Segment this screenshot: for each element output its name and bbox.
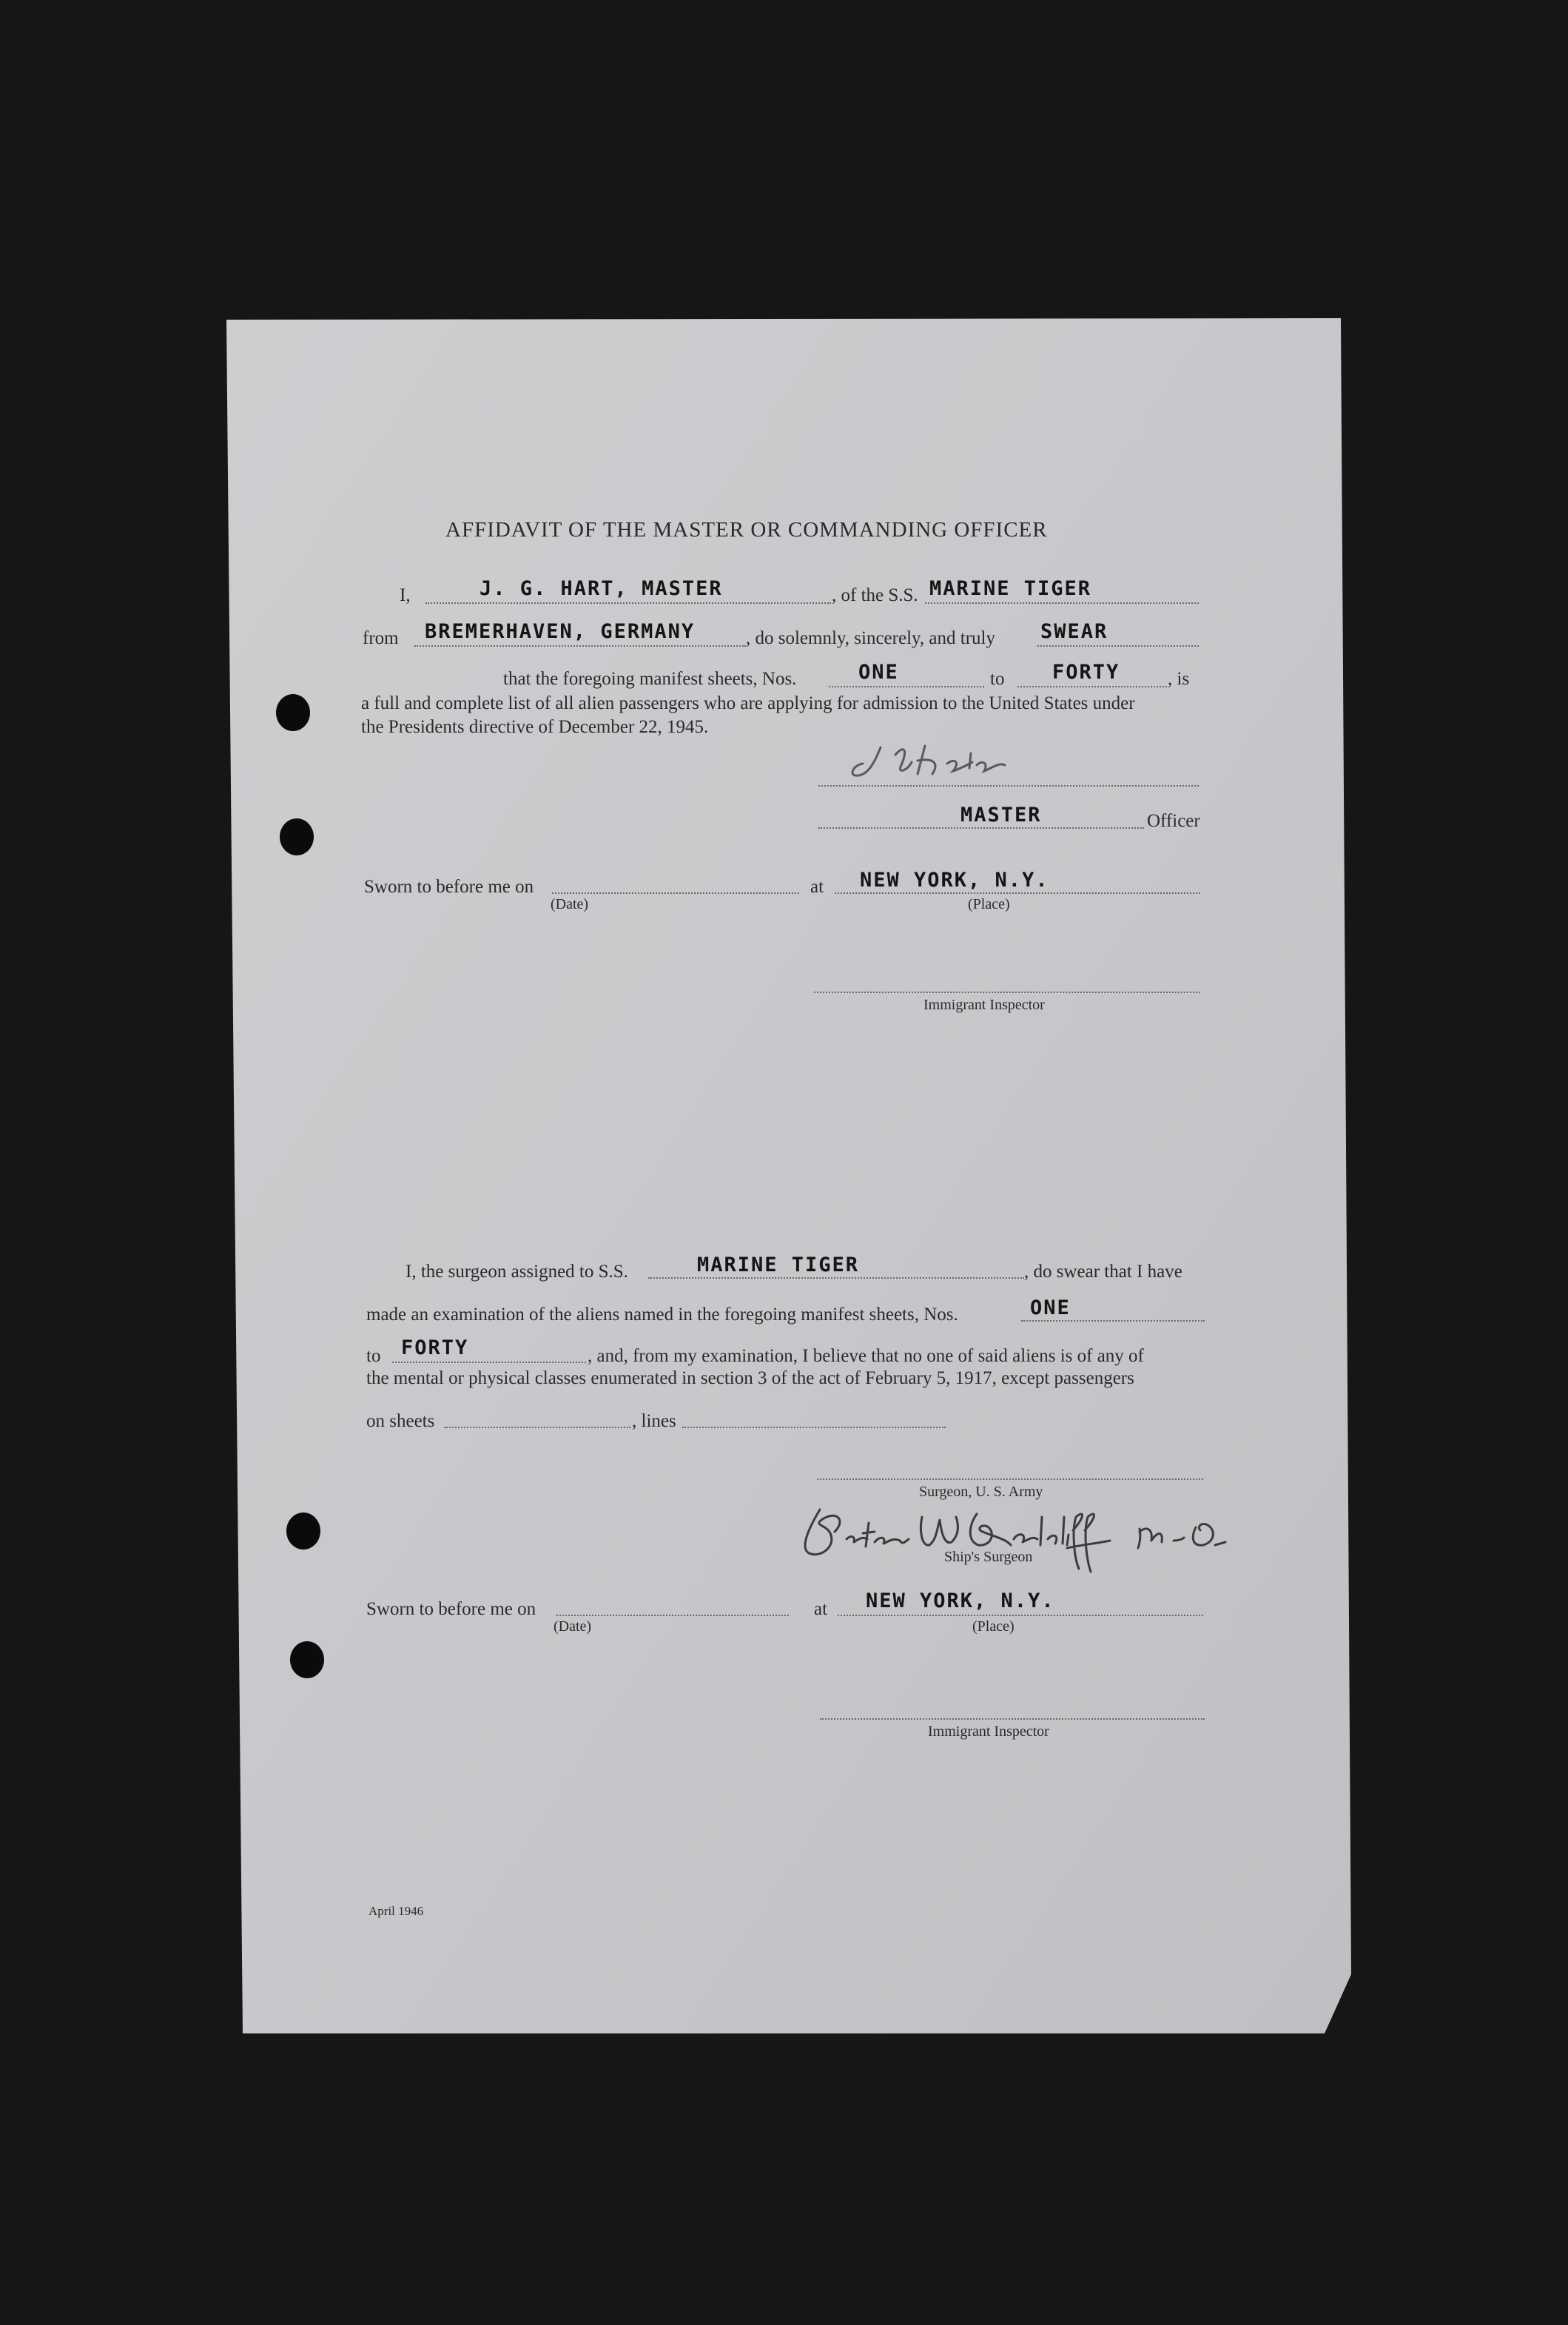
to-label: to xyxy=(990,669,1005,689)
surgeon-line-1-prefix: I, the surgeon assigned to S.S. xyxy=(406,1262,628,1282)
port-line xyxy=(414,645,746,647)
solemnly-label: , do solemnly, sincerely, and truly xyxy=(746,628,995,648)
ships-surgeon-caption: Ship's Surgeon xyxy=(944,1549,1033,1565)
punch-hole xyxy=(286,1513,320,1550)
sheet-from: ONE xyxy=(858,661,899,684)
is-label: , is xyxy=(1168,669,1190,689)
oath-verb: SWEAR xyxy=(1040,620,1108,643)
surgeon-sheet-from: ONE xyxy=(1030,1296,1071,1319)
place-caption-2: (Place) xyxy=(972,1618,1015,1635)
on-sheets-line xyxy=(444,1427,630,1428)
form-date: April 1946 xyxy=(369,1904,424,1918)
surgeon-ship-line xyxy=(648,1277,1024,1279)
inspector-caption-1: Immigrant Inspector xyxy=(923,997,1045,1013)
officer-label: Officer xyxy=(1147,811,1200,831)
army-surgeon-line xyxy=(817,1478,1203,1480)
inspector-line-2 xyxy=(820,1718,1205,1720)
place-line-1 xyxy=(835,892,1200,894)
ship-name-line xyxy=(925,602,1199,604)
sworn-date-line-2 xyxy=(556,1615,789,1616)
body-line-2: the Presidents directive of December 22, 1945. xyxy=(361,717,709,737)
affidavit-title: AFFIDAVIT OF THE MASTER OR COMMANDING OFFICER xyxy=(445,518,1048,542)
master-name-line xyxy=(425,602,831,604)
on-sheets-label: on sheets xyxy=(366,1411,435,1431)
sworn-place-1: NEW YORK, N.Y. xyxy=(860,869,1049,892)
officer-rank-line xyxy=(818,827,1144,829)
ship-name: MARINE TIGER xyxy=(929,577,1092,600)
punch-hole xyxy=(276,694,310,731)
place-line-2 xyxy=(838,1615,1203,1616)
at-label-1: at xyxy=(810,877,824,897)
date-caption-1: (Date) xyxy=(551,896,589,912)
sworn-place-2: NEW YORK, N.Y. xyxy=(866,1589,1055,1612)
from-label: from xyxy=(363,628,399,648)
surgeon-sheet-from-line xyxy=(1021,1320,1205,1322)
surgeon-sheet-to: FORTY xyxy=(401,1336,469,1359)
surgeon-line-3-suffix: , and, from my examination, I believe that no one of said aliens is of any of xyxy=(588,1346,1144,1366)
sworn-label-2: Sworn to before me on xyxy=(366,1599,536,1619)
master-name: J. G. HART, MASTER xyxy=(480,577,723,600)
sheet-to-line xyxy=(1017,686,1167,687)
sheet-to: FORTY xyxy=(1052,661,1120,684)
punch-hole xyxy=(290,1641,324,1678)
verb-line xyxy=(1037,645,1199,647)
surgeon-to-label: to xyxy=(366,1346,381,1366)
lines-label: , lines xyxy=(632,1411,676,1431)
inspector-line-1 xyxy=(814,992,1200,993)
date-caption-2: (Date) xyxy=(553,1618,592,1635)
surgeon-sheet-to-line xyxy=(392,1362,586,1363)
departure-port: BREMERHAVEN, GERMANY xyxy=(425,620,696,643)
place-caption-1: (Place) xyxy=(968,896,1010,912)
officer-rank: MASTER xyxy=(960,804,1042,827)
punch-hole xyxy=(280,818,314,855)
army-surgeon-caption: Surgeon, U. S. Army xyxy=(919,1484,1043,1500)
of-ss-label: , of the S.S. xyxy=(832,585,918,605)
sworn-label-1: Sworn to before me on xyxy=(364,877,534,897)
sworn-date-line-1 xyxy=(552,892,799,894)
sheet-from-line xyxy=(829,686,984,687)
sheets-label: that the foregoing manifest sheets, Nos. xyxy=(503,669,797,689)
lines-line xyxy=(682,1427,946,1428)
at-label-2: at xyxy=(814,1599,828,1619)
surgeon-line-2: made an examination of the aliens named in the foregoing manifest sheets, Nos. xyxy=(366,1305,958,1325)
intro-text: I, xyxy=(400,585,411,605)
inspector-caption-2: Immigrant Inspector xyxy=(928,1723,1049,1740)
master-signature xyxy=(814,733,1051,792)
surgeon-ship: MARINE TIGER xyxy=(697,1254,860,1276)
master-signature-line xyxy=(818,785,1199,787)
surgeon-line-4: the mental or physical classes enumerated in section 3 of the act of February 5, 1917, except passengers xyxy=(366,1368,1134,1388)
surgeon-line-1-suffix: , do swear that I have xyxy=(1024,1262,1182,1282)
body-line-1: a full and complete list of all alien passengers who are applying for admission to the United States under xyxy=(361,693,1135,713)
